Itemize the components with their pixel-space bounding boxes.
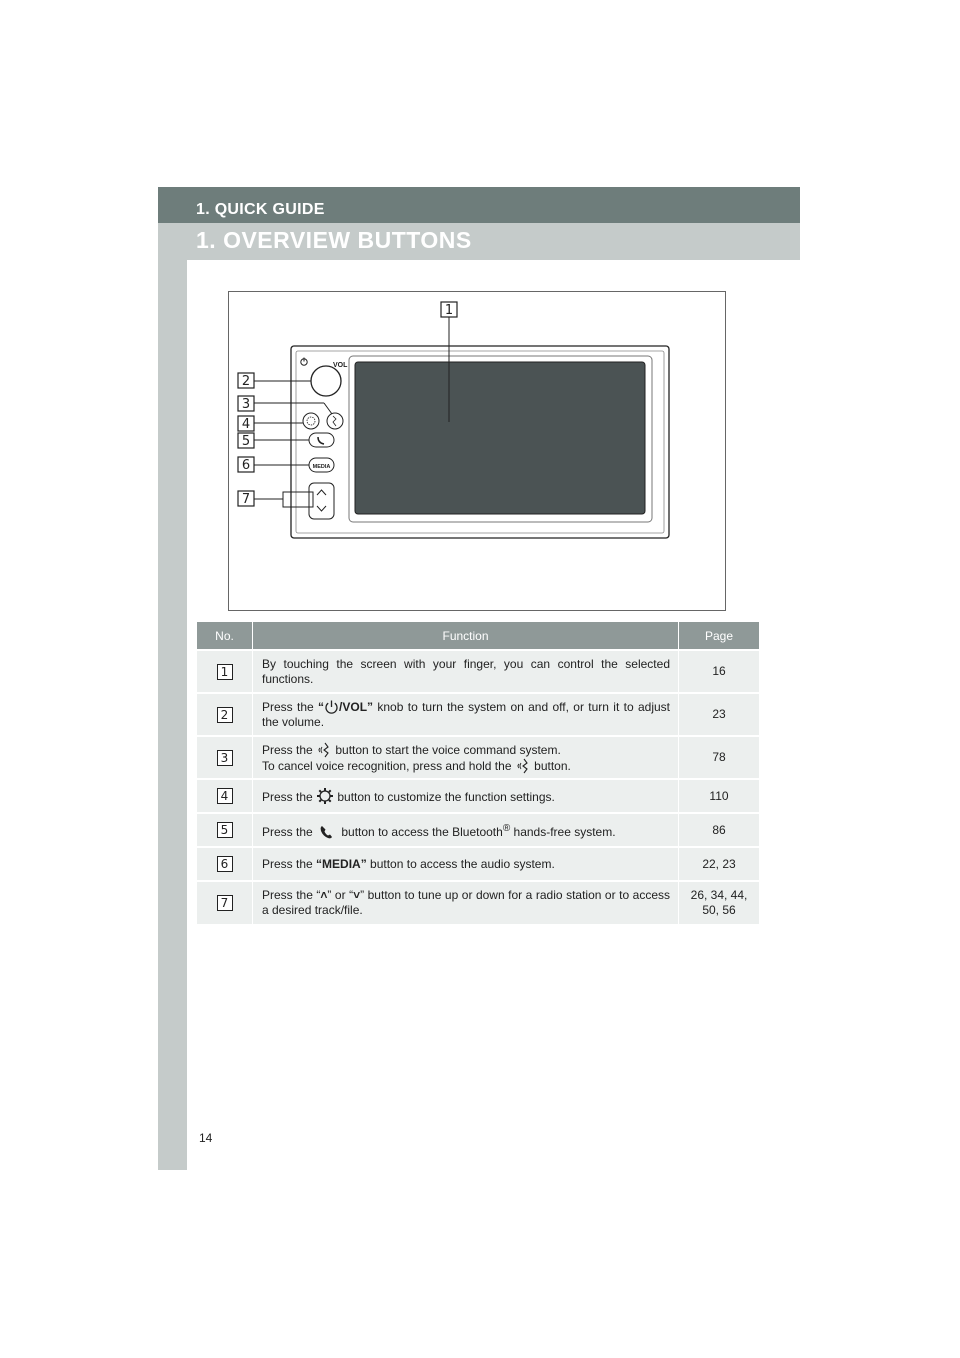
row-number: 1 bbox=[217, 664, 233, 680]
callout-3 bbox=[238, 396, 254, 412]
row-page: 86 bbox=[679, 813, 760, 847]
callout-6 bbox=[238, 457, 254, 473]
row-page: 78 bbox=[679, 736, 760, 779]
table-row bbox=[197, 779, 759, 813]
row-page: 23 bbox=[679, 693, 760, 736]
callout-7 bbox=[238, 491, 254, 507]
table-row bbox=[197, 847, 759, 881]
table-row bbox=[197, 650, 759, 693]
row-page: 16 bbox=[679, 650, 760, 693]
row-number: 2 bbox=[217, 707, 233, 723]
svg-text:1: 1 bbox=[444, 303, 454, 318]
row-function: By touching the screen with your finger, you can control the selected functions. bbox=[253, 650, 679, 693]
table-header-row bbox=[197, 622, 759, 650]
header-page: Page bbox=[679, 622, 760, 650]
voice-button bbox=[327, 413, 343, 429]
svg-text:5: 5 bbox=[241, 434, 251, 449]
section-title: 1. QUICK GUIDE bbox=[196, 201, 325, 218]
header-no: No. bbox=[197, 622, 253, 650]
row-number: 6 bbox=[217, 856, 233, 872]
row-function: Press the button to customize the function settings. bbox=[253, 779, 679, 813]
row-page: 110 bbox=[679, 779, 760, 813]
table-row bbox=[197, 693, 759, 736]
media-label: MEDIA bbox=[312, 464, 331, 470]
function-table bbox=[197, 622, 759, 924]
row-function: Press the button to access the Bluetooth® hands-free system. bbox=[253, 813, 679, 847]
phone-button bbox=[309, 433, 334, 447]
vol-label: VOL bbox=[333, 362, 348, 369]
setup-button bbox=[303, 413, 319, 429]
page-number: 14 bbox=[199, 1131, 213, 1145]
voice-icon bbox=[316, 742, 332, 758]
left-margin-strip bbox=[158, 187, 187, 1170]
svg-text:6: 6 bbox=[241, 458, 251, 473]
row-number: 4 bbox=[217, 788, 233, 804]
row-page: 26, 34, 44, 50, 56 bbox=[679, 881, 760, 924]
touch-screen bbox=[355, 362, 645, 514]
svg-text:7: 7 bbox=[241, 492, 251, 507]
gear-icon bbox=[316, 787, 334, 805]
voice-icon bbox=[515, 758, 531, 774]
page-heading: 1. OVERVIEW BUTTONS bbox=[196, 227, 472, 253]
svg-text:3: 3 bbox=[241, 397, 251, 412]
registered-mark: ® bbox=[502, 822, 511, 834]
row-number: 7 bbox=[217, 895, 233, 911]
power-vol-knob bbox=[311, 366, 341, 396]
svg-text:2: 2 bbox=[241, 374, 251, 389]
row-function: Press the “ /VOL” knob to turn the system on and off, or turn it to adjust the volume. bbox=[253, 693, 679, 736]
table-row bbox=[197, 736, 759, 779]
row-function: Press the button to start the voice command system. To cancel voice recognition, press and hold the button. bbox=[253, 736, 679, 779]
callout-5 bbox=[238, 433, 254, 449]
head-unit-illustration bbox=[229, 292, 727, 612]
row-number: 3 bbox=[217, 750, 233, 766]
callout-2 bbox=[238, 373, 254, 389]
table-row bbox=[197, 813, 759, 847]
callout-4 bbox=[238, 416, 254, 432]
callout-1 bbox=[441, 302, 457, 318]
down-arrow-icon: ˅ bbox=[353, 888, 361, 902]
row-function: Press the “MEDIA” button to access the audio system. bbox=[253, 847, 679, 881]
row-function: Press the “˄” or “˅” button to tune up or down for a radio station or to access a desired track/file. bbox=[253, 881, 679, 924]
header-function: Function bbox=[253, 622, 679, 650]
row-number: 5 bbox=[217, 822, 233, 838]
svg-text:4: 4 bbox=[241, 417, 251, 432]
table-row bbox=[197, 881, 759, 924]
head-unit-figure bbox=[228, 291, 726, 611]
phone-icon bbox=[316, 824, 338, 840]
power-icon bbox=[324, 699, 339, 715]
up-arrow-icon: ˄ bbox=[320, 888, 328, 902]
row-page: 22, 23 bbox=[679, 847, 760, 881]
